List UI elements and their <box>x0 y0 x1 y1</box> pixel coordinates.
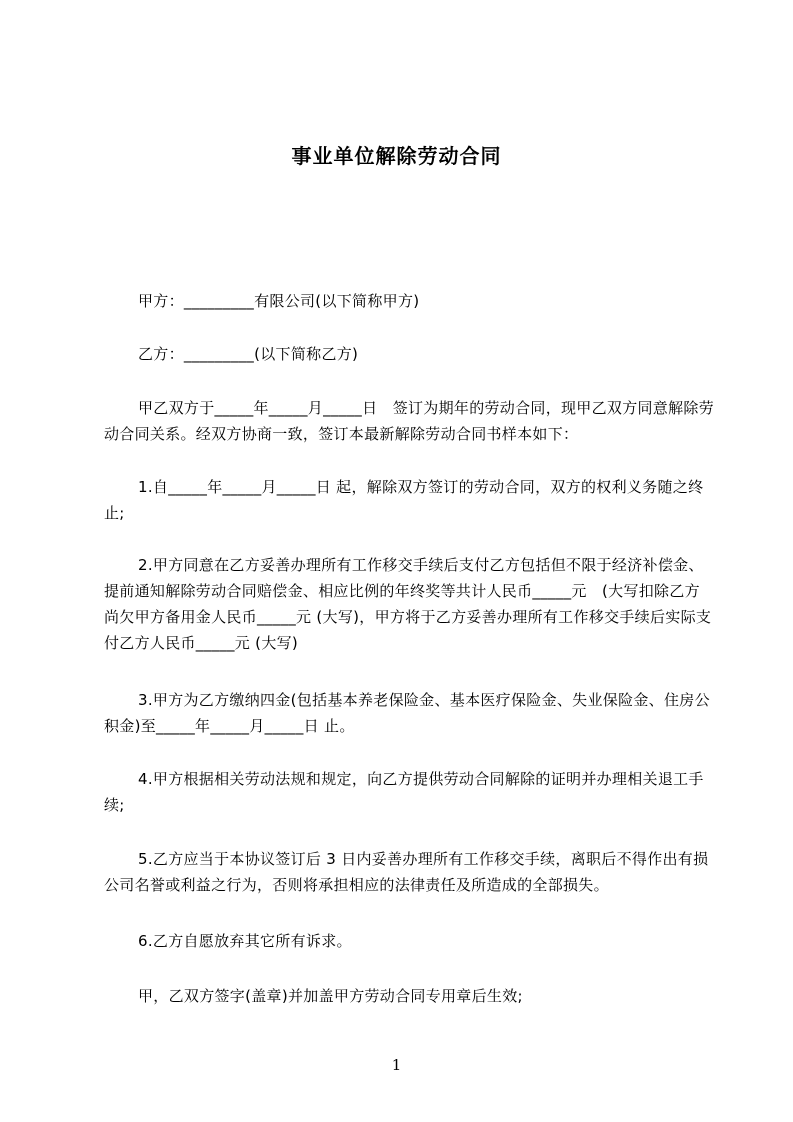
clause-3: 3.甲方为乙方缴纳四金(包括基本养老保险金、基本医疗保险金、失业保险金、住房公积金)至_____年_____月_____日 止。 <box>104 691 710 735</box>
clause-5: 5.乙方应当于本协议签订后 3 日内妥善办理所有工作移交手续，离职后不得作出有损公司名誉或利益之行为，否则将承担相应的法律责任及所造成的全部损失。 <box>104 850 709 894</box>
clause-6: 6.乙方自愿放弃其它所有诉求。 <box>138 932 352 950</box>
clause-2: 2.甲方同意在乙方妥善办理所有工作移交手续后支付乙方包括但不限于经济补偿金、提前通知解除劳动合同赔偿金、相应比例的年终奖等共计人民币_____元 (大写扣除乙方尚欠甲方备用金人民币_____元 (大写)，甲方将于乙方妥善办理所有工作移交手续后实际支付乙方人民币_____元 (大写) <box>104 556 712 652</box>
page-number: 1 <box>391 1056 402 1074</box>
document-title: 事业单位解除劳动合同 <box>291 144 502 168</box>
party-a-line: 甲方：_________有限公司(以下简称甲方) <box>138 292 420 310</box>
party-b-line: 乙方：_________(以下简称乙方) <box>138 345 359 363</box>
effective-clause: 甲，乙双方签字(盖章)并加盖甲方劳动合同专用章后生效; <box>138 987 523 1005</box>
clause-4: 4.甲方根据相关劳动法规和规定，向乙方提供劳动合同解除的证明并办理相关退工手续; <box>104 770 704 814</box>
clause-1: 1.自_____年_____月_____日 起，解除双方签订的劳动合同，双方的权利义务随之终止; <box>104 478 704 522</box>
intro-paragraph: 甲乙双方于_____年_____月_____日 签订为期年的劳动合同，现甲乙双方同意解除劳动合同关系。经双方协商一致，签订本最新解除劳动合同书样本如下： <box>104 399 715 443</box>
